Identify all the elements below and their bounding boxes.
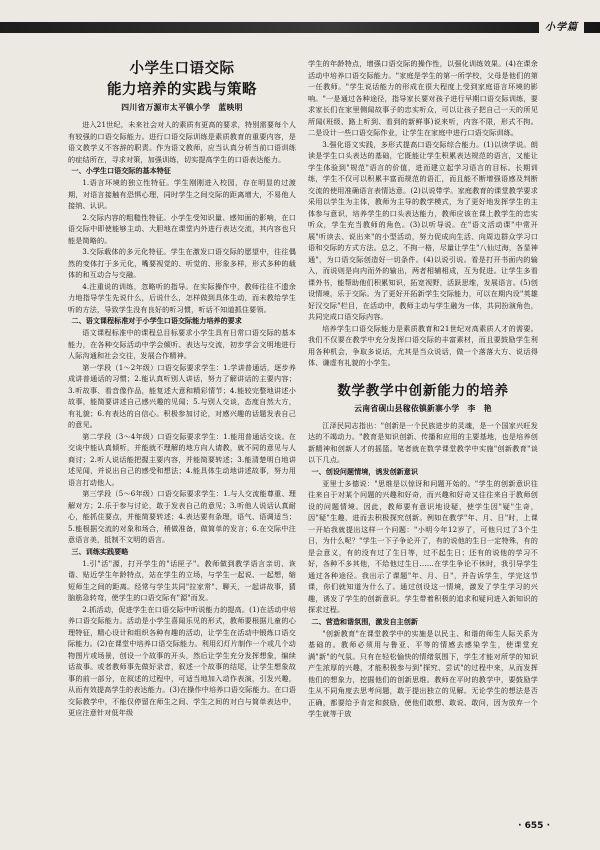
paragraph: 亚里士多德说："思维是以惊讶和问题开始的。"学生的创新意识往往来自于对某个问题的兴趣和好奇，而兴趣和好奇又往往来自于教师创设的问题情境。因此，教师要有意识地设疑，使学生因"疑"生奇，因"疑"生趣，进而去积极探究创新。例如在教学"年、月、日"时，上课一开始我就提出这样一个问题："小明今年12岁了，可他只过了3个生日，为什么呢？"学生一下子争论开了，有的说他的生日一定特殊，有的是会意义，有的没有过了生日等，过不起生日；还有的说他的学习不好，各种不多其他，不给他过生日……在学生争论不休时，我引导学生通过各种途径。我出示了课题"年、月、日"，并告诉学生，学完这节课，你们就知道为什么了。通过创设这一情境，激发了学生学习的兴趣，诱发了学生的创新意识。学生带着积极的追求和疑问进入新知识的探求过程。 [308,478,538,614]
paragraph: 语文课程标准中的课程总目标要求小学生具有日常口语交际的基本能力，在各种交际活动中学会倾听、表达与交流，初步学会文明地进行人际沟通和社会交往，发展合作精神。 [68,328,296,360]
journal-brand: 小学篇 [539,21,584,34]
article1-title [68,58,296,100]
paragraph: 培养学生口语交际能力是素质教育和21世纪对高素质人才的需要。我们不仅要在教学中充分发挥口语交际的丰富素材，而且要鼓励学生利用各种机会，争取多说话，尤其是当众说话，做一个落落大方、说话得体、谦虚有礼貌的小学生。 [308,323,538,367]
section-heading: 三、训练实践要略 [71,546,129,556]
paragraph: 江泽民同志指出："创新是一个民族进步的灵魂，是一个国家兴旺发达的不竭动力。"教育是知识创新、传播和应用的主要基地，也是培养创新精神和创新人才的摇篮。笔者就在数学课堂教学中实施"创新教育"谈以下几点。 [308,420,538,464]
article1-body-left [68,119,296,719]
article1-body-right [308,58,538,369]
paragraph: 2.交际内容的粗糙性特征。小学生受知识量、感知面的影响，在口语交际中即使能够主动、大胆地在课堂内外进行表达交流，其内容也只能是简略的。 [68,212,296,245]
paragraph: 第三学段（5～6年级）口语交际要求学生：1.与人交流能尊重、理解对方；2.乐于参与讨论，敢于发表自己的意见；3.听他人说话认真耐心，能抓住要点，并能简要转述；4.表达要有条理，语气、语调适当；5.能根据交流的对象和场合，稍做准备，做简单的发言；6.在交际中注意语言美，抵制不文明的语言。 [68,489,296,544]
paragraph: 第二学段（3～4年级）口语交际要求学生：1.能用普通话交谈。在交谈中能认真倾听，并能就不理解的地方向人请教，就不同的意见与人商讨；2.听人说话能把握主要内容，并能简要转述；3.能清楚明白地讲述见闻，并说出自己的感受和想法；4.能具体生动地讲述故事，努力用语言打动他人。 [68,431,296,487]
header-rule [0,22,600,33]
section-heading: 二、营造和谐氛围，激发自主创新 [311,616,418,626]
paragraph: 4.注重说的训练，忽略听的指导。在实际操作中，教师往往不遗余力地指导学生先说什么，后说什么，怎样做到具体生动，而未教给学生听的方法，导致学生没有良好的听习惯，听话不知道抓住要领。 [68,281,296,314]
article2-body [308,420,538,720]
paragraph: 1.引"活"源，打开学生的"话匣子"。教师做到教学语言亲切、诙谐、贴近学生年龄特点，站在学生的立场，与学生一起说、一起想，缩短师生之间的距离。经常与学生共同"拉家常"、聊天，一起讲故事，猜脑筋急转弯，使学生的口语交际有"源"而发。 [68,558,296,602]
article1-title-line1: 小学生口语交际 [129,60,235,77]
article1-title-line2: 能力培养的实践与策略 [107,81,257,98]
page-number: · 655 · [518,821,550,831]
paragraph: 进入21世纪，未来社会对人的素质有更高的要求，特别需要每个人有较强的口语交际能力。进行口语交际训练是素质教育的重要内容，是语文教学义不容辞的职责。作为语文教师，应当认真分析当前口语训练的症结所在，寻求对策，加强训练，切实提高学生的口语表达能力。 [68,120,296,164]
paragraph: 学生的年龄特点，增强口语交际的操作性，以强化训练效果。(4)在课余活动中培养口语交际能力。"家庭是学生的第一所学校，父母是他们的第一任教师。"学生说话能力的形成在很大程度上受到家庭语言环境的影响。"一是通过各种途径，指导家长要对孩子进行早期口语交际训练，要求家长们在家里侧闻故事子的忠实听众，可以让孩子把自己一天的所见所闻(班级、路上听到、看到的新鲜事)说来听，内容不限，形式不拘。二是设计一些口语交际作业，让学生在家庭中进行口语交际训练。 [308,59,538,137]
section-heading: 二、语文课程标准对于小学生口语交际能力培养的要求 [71,316,242,325]
paragraph: 3.交际载体的多元化特征。学生在激发口语交际的愿望中，往往偶然的变体打于多元化，嘴要视觉的、听觉的、形象多样，形式多种的载体的和互动合与交融。 [68,247,296,279]
paragraph: 1.语言环境的独立性特征。学生刚刚进入校园，存在明显的过渡期，对语言接触有恐惧心理，同时学生之间交际的距离增大，不易他人接纳、认识。 [68,178,296,210]
article1-byline: 四川省万源市太平镇小学 蓝映明 [121,103,243,112]
paragraph: "创新教育"在课堂教学中的实施是以民主、和谐的师生人际关系为基础的。教师必须用与鲁亚、平等的情感去感染学生，使课堂充满"新"的气氛。只有在轻松愉快的情绪氛围下，学生才能对所学的知识产生浓厚的兴趣，才能积极参与到"探究、尝试"的过程中来，从而发挥他们的想象力，挖掘他们的创新思维。教师在平时的教学中，要鼓励学生从不同角度去思考问题，敢于提出独立的见解。无论学生的想法是否正确，都要给予肯定和鼓励，使他们敢想、敢说、敢问，因为放弃一个学生就等于放 [308,628,538,718]
right-column [308,58,538,720]
article2-byline: 云南省砚山县稼依镇新寨小学 李 艳 [354,403,492,413]
paragraph: 2.抓活动，促进学生在口语交际中听说能力的提高。(1)在活动中培养口语交际能力。活动是小学生喜闻乐见的形式，教师要根据儿童的心理特征，精心设计和组织各种有趣的活动，让学生在活动中锻炼口语交际能力。(2)在课堂中培养口语交际能力。利用幻灯片制作一个或几个动物图片或场景，创设一个故事的开头，然后让学生充分发挥想象，编续话故事。或者教师事先做好录音，叙述一个故事的结尾，让学生想象故事的前一部分，在叙述的过程中，可适当地加入动作表演，引发兴趣，从而有效提高学生的表达能力。(3)在操作中培养口语交际能力。在口语交际教学中，不能仅停留在师生之间、学生之间的对白与简单表达中，更应注意针对低年级 [68,604,296,717]
section-heading: 一、小学生口语交际的基本特征 [71,166,171,175]
section-heading: 一、创设问题情境，诱发创新意识 [311,466,418,476]
paragraph: 第一学段（1～2年级）口语交际要求学生：1.学讲普通话，逐步养成讲普通话的习惯；2.能认真听别人讲话，努力了解讲话的主要内容；3.听故事、看音像作品，能复述大意和精彩情节；4.能较完整地讲述小故事，能简要讲述自己感兴趣的见闻；5.与别人交谈，态度自然大方，有礼貌；6.有表达的自信心。积极参加讨论，对感兴趣的话题发表自己的意见。 [68,362,296,429]
paragraph: 3.强化语文实践，多形式提高口语交际综合能力。(1)以读学说。朗读是学生口头表达的基础，它既能让学生积累表达规范的语言，又能让学生体验到"规范"语言的价值，进而建立起学习语言的目标。长期训练，学生不仅可以积累丰富而规范的语汇，而且能不断增强语感及判断交流的使用准确语言表情达意。(2)以说带学。家庭教育的课堂教学要求采用以学生为主体，教师为主导的教学模式，为了更好地发挥学生的主体参与意识，培养学生的口头表达能力，教师应该在课上教学生的忠实听众，学生充当教师的角色。(3)以听导说。在"语文活动课"中常开展"听读去、说出来"的小型活动，努力促成向生活、向周边群众学习口语和交际的方式方法。总之，不拘一格，尽量让学生"八仙过海，各显神通"，为口语交际创造好一切条件。(4)以说引说。看是打开书面内的输入，而说则是向内而外的输出，两者相辅相成，互为促进。让学生多看课外书，能帮助他们积累知识，拓宽视野，活跃思维，发展语言。(5)创设情境，乐于交际。为了更好开拓新学生交际能力，可以在期内设"英雄好汉交际"栏目，在活动中，教师主动与学生融为一体，共同扮演角色，共同完成口语交际内容。 [308,139,538,321]
left-column [68,58,296,719]
article2-title: 数学教学中创新能力的培养 [337,382,509,399]
